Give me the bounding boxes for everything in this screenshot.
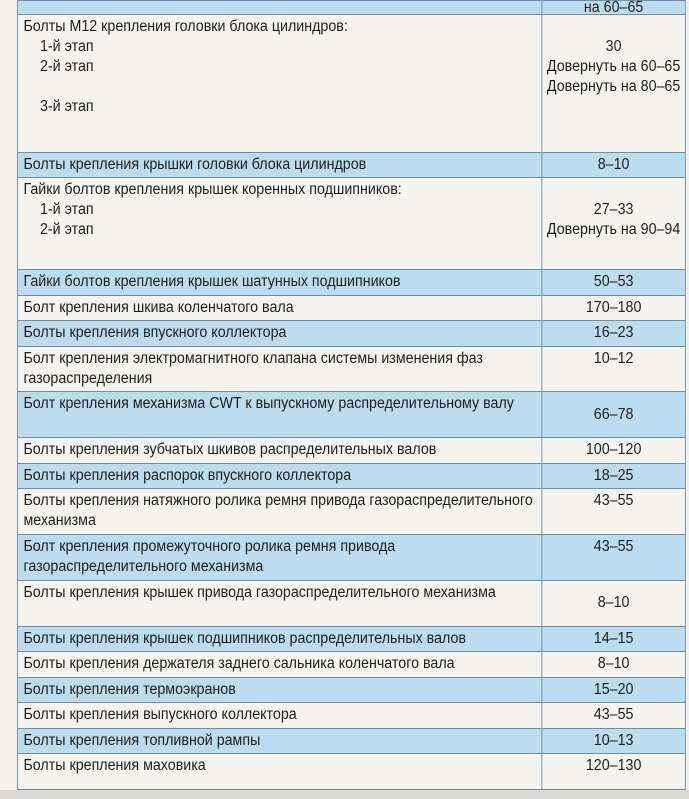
row-value: 100–120	[542, 438, 686, 463]
table-row	[17, 1, 685, 15]
table-row	[17, 295, 685, 320]
row-value: 120–130	[542, 754, 686, 790]
table-row	[17, 152, 685, 177]
row-label: Болты крепления крышек подшипников распределительных валов	[17, 626, 541, 651]
row-value: на 60–65	[542, 1, 686, 15]
row-label	[17, 1, 541, 15]
row-label: Болт крепления шкива коленчатого вала	[17, 295, 541, 320]
row-value: 30 Довернуть на 60–65 Довернуть на 80–65	[542, 15, 686, 153]
torque-table	[17, 0, 686, 790]
table-row	[17, 535, 685, 581]
row-label: Болт крепления промежуточного ролика ремня привода газораспределительного механизма	[17, 535, 541, 581]
row-label: Болты крепления крышки головки блока цилиндров	[17, 152, 541, 177]
table-row	[17, 754, 685, 790]
row-label: Болты крепления распорок впускного коллектора	[17, 463, 541, 488]
table-row	[17, 321, 685, 346]
table-row	[17, 346, 685, 392]
row-label: Болты крепления топливной рампы	[17, 728, 541, 753]
row-value: 10–13	[542, 728, 686, 753]
row-label: Болт крепления электромагнитного клапана системы изменения фаз газораспределения	[17, 346, 541, 392]
table-row	[17, 677, 685, 702]
row-label: Болты крепления держателя заднего сальника коленчатого вала	[17, 652, 541, 677]
table-row	[17, 652, 685, 677]
stage-label: 2-й этап	[40, 58, 94, 76]
row-label: Болты крепления крышек привода газораспределительного механизма	[17, 580, 541, 626]
stage-label: 1-й этап	[40, 38, 94, 56]
row-label: Болты крепления термоэкранов	[17, 677, 541, 702]
row-value: 15–20	[542, 677, 686, 702]
table-row	[17, 438, 685, 463]
row-value: 170–180	[542, 295, 686, 320]
row-value: 66–78	[542, 392, 686, 438]
row-value: 8–10	[542, 652, 686, 677]
row-value: 8–10	[542, 152, 686, 177]
table-row	[17, 626, 685, 651]
table-row	[17, 489, 685, 535]
stage-label: 1-й этап	[40, 201, 94, 219]
row-label: Болты крепления маховика	[17, 754, 541, 790]
table-row	[17, 178, 685, 270]
table-row	[17, 392, 685, 438]
table-row	[17, 463, 685, 488]
row-label: Гайки болтов крепления крышек коренных подшипников: 1-й этап 2-й этап	[17, 178, 541, 270]
table-row	[17, 728, 685, 753]
row-value: 8–10	[542, 580, 686, 626]
row-label: Болты М12 крепления головки блока цилиндров: 1-й этап 2-й этап 3-й этап	[17, 15, 541, 153]
row-value: 10–12	[542, 346, 686, 392]
row-value: 16–23	[542, 321, 686, 346]
stage-label: 2-й этап	[40, 221, 94, 239]
row-value: 43–55	[542, 535, 686, 581]
row-value: 50–53	[542, 270, 686, 295]
row-label: Болты крепления впускного коллектора	[17, 321, 541, 346]
row-label: Болты крепления зубчатых шкивов распределительных валов	[17, 438, 541, 463]
table-row	[17, 580, 685, 626]
row-label: Болты крепления выпускного коллектора	[17, 703, 541, 728]
row-value: 14–15	[542, 626, 686, 651]
row-label: Болты крепления натяжного ролика ремня привода газораспределительного механизма	[17, 489, 541, 535]
table-row	[17, 270, 685, 295]
row-value: 43–55	[542, 703, 686, 728]
row-value: 43–55	[542, 489, 686, 535]
table-row	[17, 703, 685, 728]
table-row	[17, 15, 685, 153]
stage-label: 3-й этап	[40, 98, 94, 116]
row-value: 18–25	[542, 463, 686, 488]
page-bottom-edge	[0, 790, 689, 799]
row-label: Гайки болтов крепления крышек шатунных подшипников	[17, 270, 541, 295]
row-value: 27–33 Довернуть на 90–94	[542, 178, 686, 270]
row-label: Болт крепления механизма CWT к выпускному распределительному валу	[17, 392, 541, 438]
